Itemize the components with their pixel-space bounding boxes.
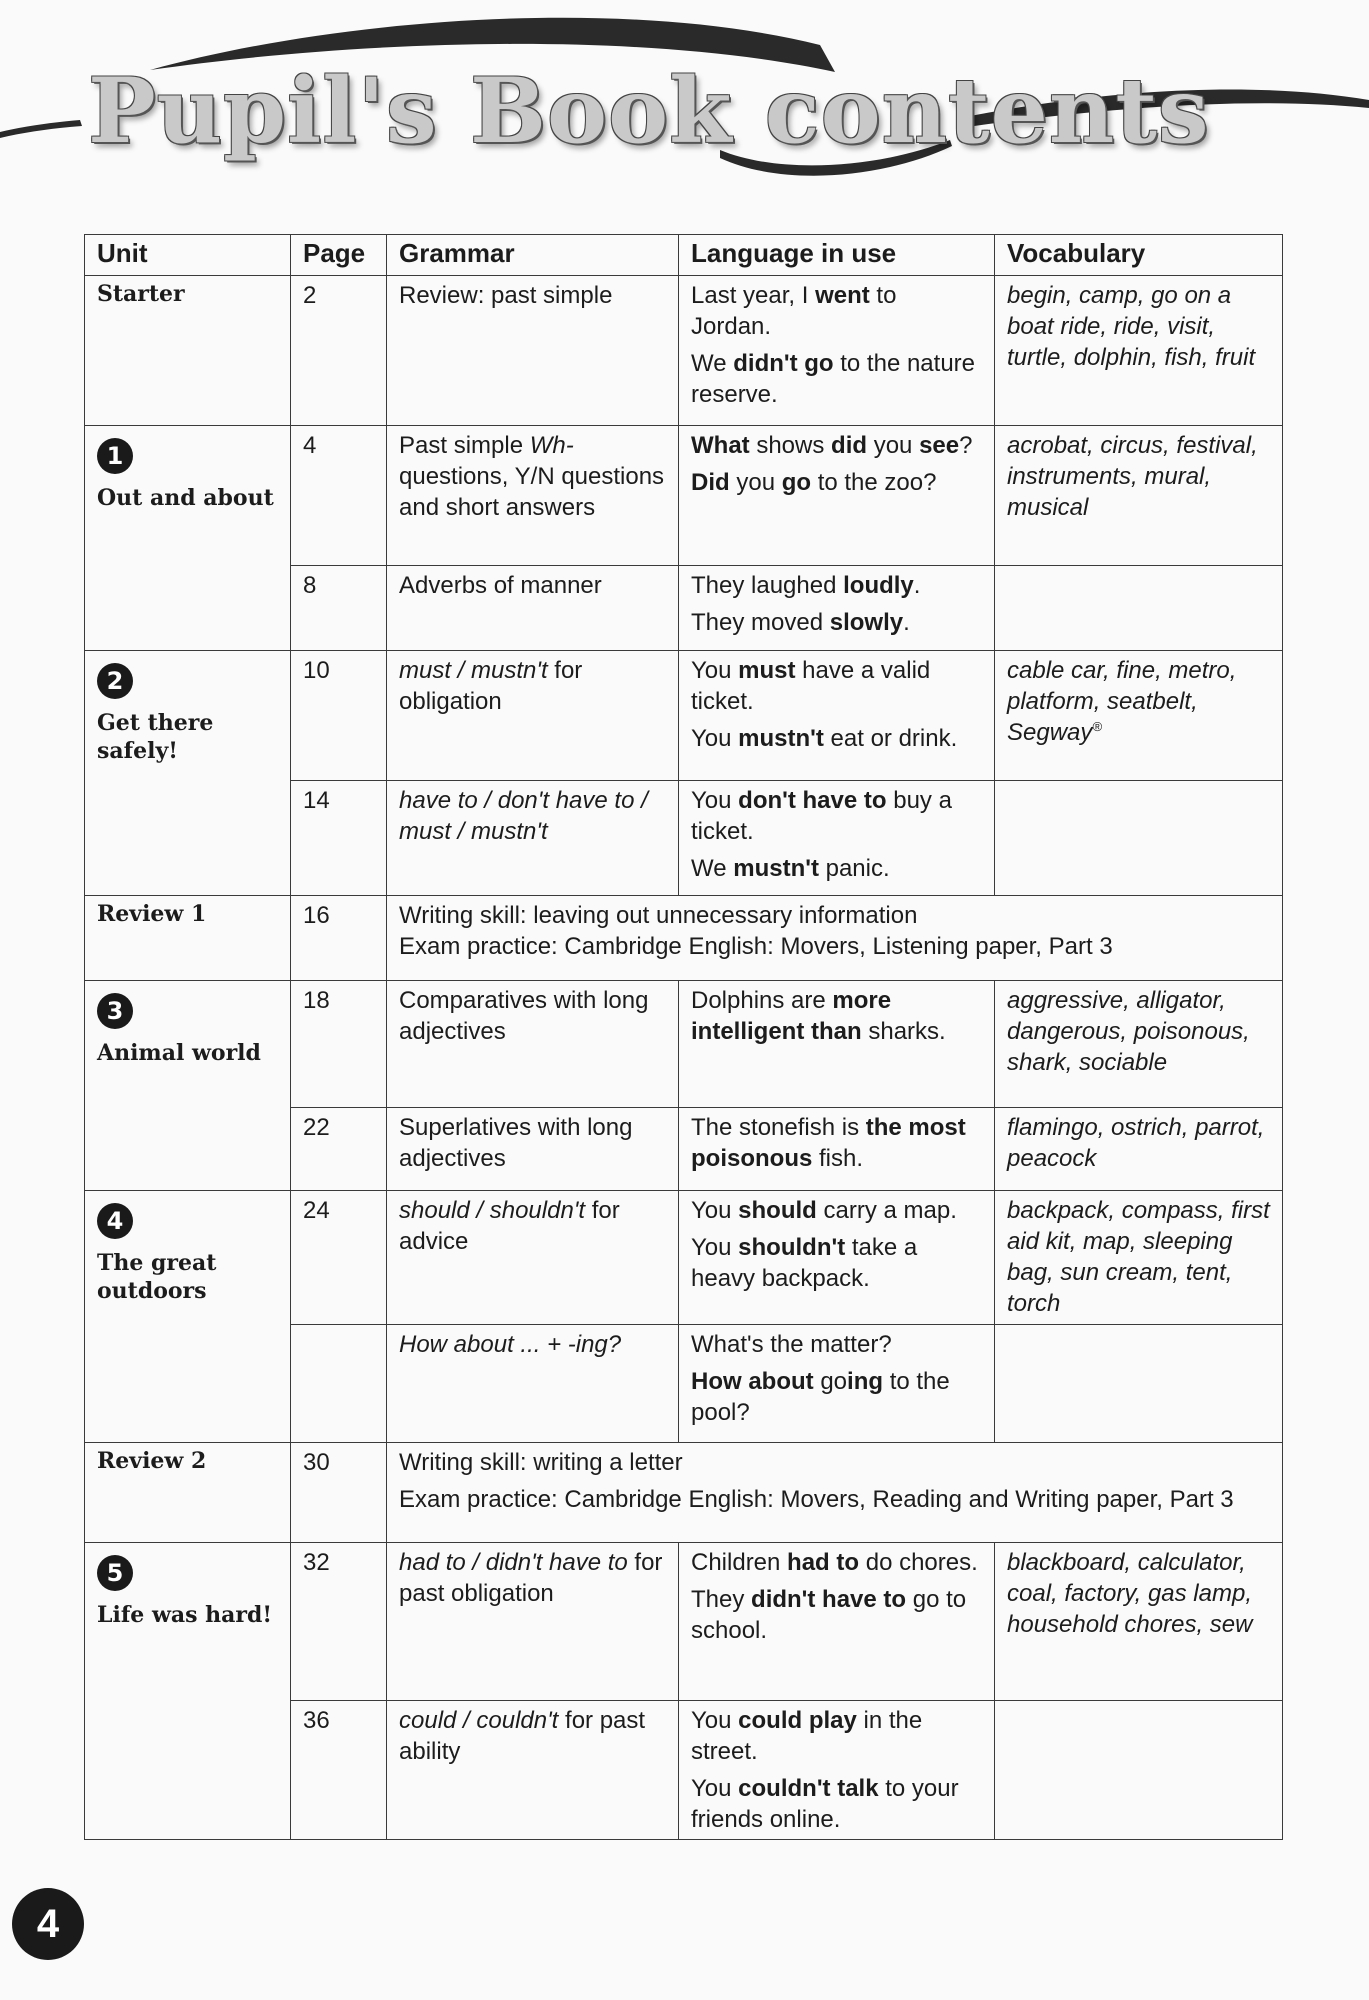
page-cell: 24 (291, 1190, 387, 1324)
vocabulary-cell (995, 1700, 1283, 1840)
language-cell (679, 1542, 995, 1700)
table-row-review2 (85, 1442, 1283, 1542)
unit-cell-1 (85, 425, 291, 650)
unit-name: Starter (97, 280, 185, 307)
table-row-unit2-a (85, 650, 1283, 780)
vocabulary-cell (995, 1324, 1283, 1442)
vocabulary-cell (995, 565, 1283, 650)
language-line: What shows did you see? (691, 431, 973, 459)
contents-table (84, 234, 1283, 1840)
vocabulary-cell (995, 780, 1283, 895)
language-cell (679, 780, 995, 895)
table-row-starter (85, 275, 1283, 425)
review-cell (387, 1442, 1283, 1542)
vocabulary-cell: aggressive, alligator, dangerous, poisonous, shark, sociable (995, 980, 1283, 1107)
page-cell: 2 (291, 275, 387, 425)
language-cell (679, 275, 995, 425)
language-line: You could play in the street. (691, 1706, 923, 1765)
unit-name: Review 1 (97, 900, 207, 927)
page-cell: 36 (291, 1700, 387, 1840)
page-cell: 22 (291, 1107, 387, 1190)
language-line: They laughed loudly. (691, 571, 921, 599)
language-line: You must have a valid ticket. (691, 656, 931, 715)
unit-cell-2 (85, 650, 291, 895)
page-cell: 16 (291, 895, 387, 980)
unit-name: Out and about (97, 484, 274, 511)
language-line: You should carry a map. (691, 1196, 957, 1224)
language-cell (679, 425, 995, 565)
unit-number-badge: 2 (97, 663, 133, 699)
header-unit: Unit (85, 235, 291, 276)
unit-number-badge: 4 (97, 1203, 133, 1239)
unit-name: Life was hard! (97, 1601, 273, 1628)
language-cell (679, 1324, 995, 1442)
writing-skill-line: Writing skill: writing a letter (399, 1448, 683, 1476)
grammar-cell: Superlatives with long adjectives (387, 1107, 679, 1190)
language-cell (679, 650, 995, 780)
page-cell: 4 (291, 425, 387, 565)
unit-cell-starter (85, 275, 291, 425)
language-line: How about going to the pool? (691, 1367, 950, 1426)
language-line: They moved slowly. (691, 608, 910, 636)
header-page: Page (291, 235, 387, 276)
language-cell (679, 1700, 995, 1840)
language-line: You couldn't talk to your friends online. (691, 1774, 959, 1834)
unit-cell-5 (85, 1542, 291, 1840)
language-cell: Dolphins are more intelligent than sharks. (679, 980, 995, 1107)
table-row-review1 (85, 895, 1283, 980)
grammar-cell: have to / don't have to / must / mustn't (387, 780, 679, 895)
language-cell (679, 1190, 995, 1324)
vocabulary-cell: blackboard, calculator, coal, factory, gas lamp, household chores, sew (995, 1542, 1283, 1700)
language-line: You don't have to buy a ticket. (691, 786, 952, 845)
page-cell: 8 (291, 565, 387, 650)
language-line: We mustn't panic. (691, 855, 890, 883)
language-line: Children had to do chores. (691, 1548, 978, 1576)
page-cell: 10 (291, 650, 387, 780)
unit-cell-review1 (85, 895, 291, 980)
unit-name: Get there safely! (97, 709, 214, 765)
grammar-cell: should / shouldn't for advice (387, 1190, 679, 1324)
page-cell: 30 (291, 1442, 387, 1542)
page-number-badge: 4 (12, 1888, 84, 1960)
language-cell: The stonefish is the most poisonous fish. (679, 1107, 995, 1190)
registered-mark: ® (1092, 719, 1102, 735)
vocabulary-cell: acrobat, circus, festival, instruments, mural, musical (995, 425, 1283, 565)
grammar-cell: How about ... + -ing? (387, 1324, 679, 1442)
page-cell: 18 (291, 980, 387, 1107)
language-line: You mustn't eat or drink. (691, 725, 958, 753)
grammar-cell: must / mustn't for obligation (387, 650, 679, 780)
page-cell: 14 (291, 780, 387, 895)
table-row-unit1-a (85, 425, 1283, 565)
unit-name: Animal world (97, 1039, 261, 1066)
unit-cell-review2 (85, 1442, 291, 1542)
table-row-unit4-a (85, 1190, 1283, 1324)
vocabulary-cell: cable car, fine, metro, platform, seatbelt, Segway® (995, 650, 1283, 780)
unit-name-line: outdoors (97, 1278, 207, 1305)
title-banner (0, 0, 1369, 210)
grammar-cell: Comparatives with long adjectives (387, 980, 679, 1107)
grammar-cell: Adverbs of manner (387, 565, 679, 650)
vocabulary-cell: flamingo, ostrich, parrot, peacock (995, 1107, 1283, 1190)
header-grammar: Grammar (387, 235, 679, 276)
unit-number-badge: 1 (97, 438, 133, 474)
grammar-cell: Past simple Wh- questions, Y/N questions and short answers (387, 425, 679, 565)
language-line: You shouldn't take a heavy backpack. (691, 1233, 918, 1293)
page-cell (291, 1324, 387, 1442)
language-line: We didn't go to the nature reserve. (691, 350, 976, 409)
exam-practice-line: Exam practice: Cambridge English: Movers, Listening paper, Part 3 (399, 932, 1113, 960)
page-title: Pupil's Book contents (88, 58, 1210, 164)
language-line: Did you go to the zoo? (691, 468, 937, 496)
exam-practice-line: Exam practice: Cambridge English: Movers, Reading and Writing paper, Part 3 (399, 1485, 1234, 1513)
table-row-unit5-a (85, 1542, 1283, 1700)
unit-name: Review 2 (97, 1447, 207, 1474)
writing-skill-line: Writing skill: leaving out unnecessary information (399, 901, 918, 929)
language-line: They didn't have to go to school. (691, 1585, 967, 1644)
header-language-in-use: Language in use (679, 235, 995, 276)
header-vocabulary: Vocabulary (995, 235, 1283, 276)
unit-cell-3 (85, 980, 291, 1190)
grammar-cell: Review: past simple (387, 275, 679, 425)
language-line: What's the matter? (691, 1330, 892, 1358)
header-row (85, 235, 1283, 276)
unit-cell-4 (85, 1190, 291, 1442)
vocabulary-cell: backpack, compass, first aid kit, map, sleeping bag, sun cream, tent, torch (995, 1190, 1283, 1324)
unit-number-badge: 3 (97, 993, 133, 1029)
language-cell (679, 565, 995, 650)
grammar-cell: had to / didn't have to for past obligation (387, 1542, 679, 1700)
review-cell (387, 895, 1283, 980)
language-line: Last year, I went to Jordan. (691, 281, 897, 340)
grammar-cell: could / couldn't for past ability (387, 1700, 679, 1840)
vocabulary-cell: begin, camp, go on a boat ride, ride, visit, turtle, dolphin, fish, fruit (995, 275, 1283, 425)
table-row-unit3-a (85, 980, 1283, 1107)
unit-number-badge: 5 (97, 1555, 133, 1591)
unit-name-line: The great (97, 1249, 217, 1276)
swoosh-left (0, 120, 82, 138)
page-cell: 32 (291, 1542, 387, 1700)
